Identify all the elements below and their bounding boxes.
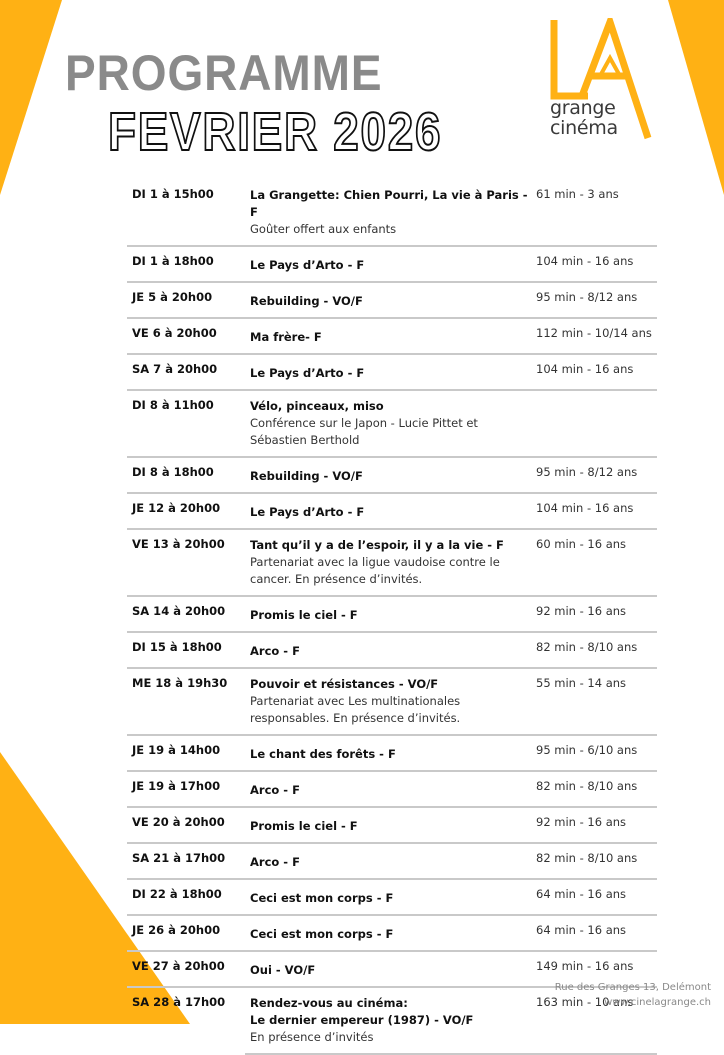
film-title: Tant qu’il y a de l’espoir, il y a la vie - F [250,538,504,552]
film-title: Le Pays d’Arto - F [250,258,365,272]
screening-date: DI 8 à 18h00 [132,465,214,479]
duration-age-rating: 95 min - 6/10 ans [536,743,638,757]
duration-age-rating: 60 min - 16 ans [536,537,627,551]
top-right-accent-shape [668,0,724,195]
duration-age-rating: 104 min - 16 ans [536,362,634,376]
film-title: Ceci est mon corps - F [250,927,394,941]
duration-age-rating: 163 min - 10 ans [536,995,634,1009]
screening-date: SA 28 à 17h00 [132,995,226,1009]
film-title: Arco - F [250,855,300,869]
screening-info [250,597,535,631]
duration-age-rating: 64 min - 16 ans [536,887,627,901]
schedule-row [127,844,657,880]
schedule-row [127,597,657,633]
duration-age-rating: 92 min - 16 ans [536,815,627,829]
screening-date: VE 6 à 20h00 [132,326,217,340]
duration-age-rating: 61 min - 3 ans [536,187,619,201]
screening-info [250,808,535,842]
duration-age-rating: 82 min - 8/10 ans [536,851,638,865]
screening-info [250,458,535,492]
duration-age-rating: 64 min - 16 ans [536,923,627,937]
screening-info [250,530,535,595]
top-left-accent-shape [0,0,62,195]
schedule-row [127,880,657,916]
schedule-row [127,247,657,283]
film-title: Arco - F [250,644,300,658]
screening-info [250,391,535,456]
schedule-row [127,808,657,844]
screening-info [250,180,535,245]
screening-date: SA 21 à 17h00 [132,851,226,865]
duration-age-rating: 82 min - 8/10 ans [536,640,638,654]
logo-line-cinema: cinéma [550,117,618,139]
film-title: Promis le ciel - F [250,608,358,622]
screening-info [250,916,535,950]
screening-info [250,283,535,317]
schedule-row [127,530,657,597]
film-title: Arco - F [250,783,300,797]
film-title: Rendez-vous au cinéma: Le dernier empereur (1987) - VO/F [250,996,474,1027]
page-subtitle-month: FEVRIER 2026 [108,102,443,162]
duration-age-rating: 104 min - 16 ans [536,254,634,268]
schedule-row [127,494,657,530]
schedule-row [127,458,657,494]
screening-date: JE 26 à 20h00 [132,923,221,937]
screening-info [250,319,535,353]
schedule-row [127,772,657,808]
schedule-row [127,319,657,355]
film-title: Ceci est mon corps - F [250,891,394,905]
schedule-row [127,283,657,319]
screening-date: VE 13 à 20h00 [132,537,225,551]
duration-age-rating: 112 min - 10/14 ans [536,326,652,340]
film-title: Ma frère- F [250,330,322,344]
screening-info [250,669,535,734]
screening-info [250,736,535,770]
duration-age-rating: 95 min - 8/12 ans [536,465,638,479]
screening-note: Conférence sur le Japon - Lucie Pittet et Sébastien Berthold [250,416,478,447]
film-title: Oui - VO/F [250,963,316,977]
schedule-row [127,180,657,247]
screening-info [250,494,535,528]
screening-date: SA 7 à 20h00 [132,362,218,376]
duration-age-rating: 82 min - 8/10 ans [536,779,638,793]
screening-date: JE 19 à 17h00 [132,779,221,793]
film-title: La Grangette: Chien Pourri, La vie à Paris - F [250,188,528,219]
schedule-row [127,916,657,952]
schedule-row [127,633,657,669]
film-title: Le chant des forêts - F [250,747,396,761]
screening-date: JE 12 à 20h00 [132,501,221,515]
film-title: Le Pays d’Arto - F [250,505,365,519]
duration-age-rating: 92 min - 16 ans [536,604,627,618]
schedule-row [127,391,657,458]
screening-info [250,880,535,914]
film-title: Rebuilding - VO/F [250,294,363,308]
screening-info [250,633,535,667]
screening-date: VE 27 à 20h00 [132,959,225,973]
screening-note: Goûter offert aux enfants [250,222,397,236]
screening-date: DI 1 à 18h00 [132,254,214,268]
logo-line-grange: grange [550,97,616,119]
logo-wordmark [550,98,618,138]
screening-info [250,772,535,806]
screening-date: VE 20 à 20h00 [132,815,225,829]
duration-age-rating: 104 min - 16 ans [536,501,634,515]
duration-age-rating: 95 min - 8/12 ans [536,290,638,304]
screening-info [250,247,535,281]
screening-date: SA 14 à 20h00 [132,604,226,618]
screening-note: Partenariat avec Les multinationales responsables. En présence d’invités. [250,694,461,725]
schedule-row [127,355,657,391]
schedule-table [127,180,657,1055]
footer [555,980,711,1010]
screening-date: ME 18 à 19h30 [132,676,228,690]
film-title: Le Pays d’Arto - F [250,366,365,380]
screening-date: JE 19 à 14h00 [132,743,221,757]
footer-website-link[interactable]: www.cinelagrange.ch [604,997,711,1008]
screening-note: Partenariat avec la ligue vaudoise contre le cancer. En présence d’invités. [250,555,500,586]
film-title: Rebuilding - VO/F [250,469,363,483]
page-title: PROGRAMME [65,45,383,101]
schedule-row [127,736,657,772]
film-title: Vélo, pinceaux, miso [250,399,384,413]
screening-info [250,844,535,878]
screening-info [250,355,535,389]
film-title: Promis le ciel - F [250,819,358,833]
screening-info [250,952,535,986]
screening-note: En présence d’invités [250,1030,374,1044]
screening-date: JE 5 à 20h00 [132,290,213,304]
screening-date: DI 15 à 18h00 [132,640,222,654]
duration-age-rating: 55 min - 14 ans [536,676,627,690]
duration-age-rating: 149 min - 16 ans [536,959,634,973]
film-title: Pouvoir et résistances - VO/F [250,677,439,691]
screening-date: DI 1 à 15h00 [132,187,214,201]
footer-address: Rue des Granges 13, Delémont [554,982,711,993]
schedule-row [127,669,657,736]
screening-date: DI 22 à 18h00 [132,887,222,901]
screening-date: DI 8 à 11h00 [132,398,214,412]
